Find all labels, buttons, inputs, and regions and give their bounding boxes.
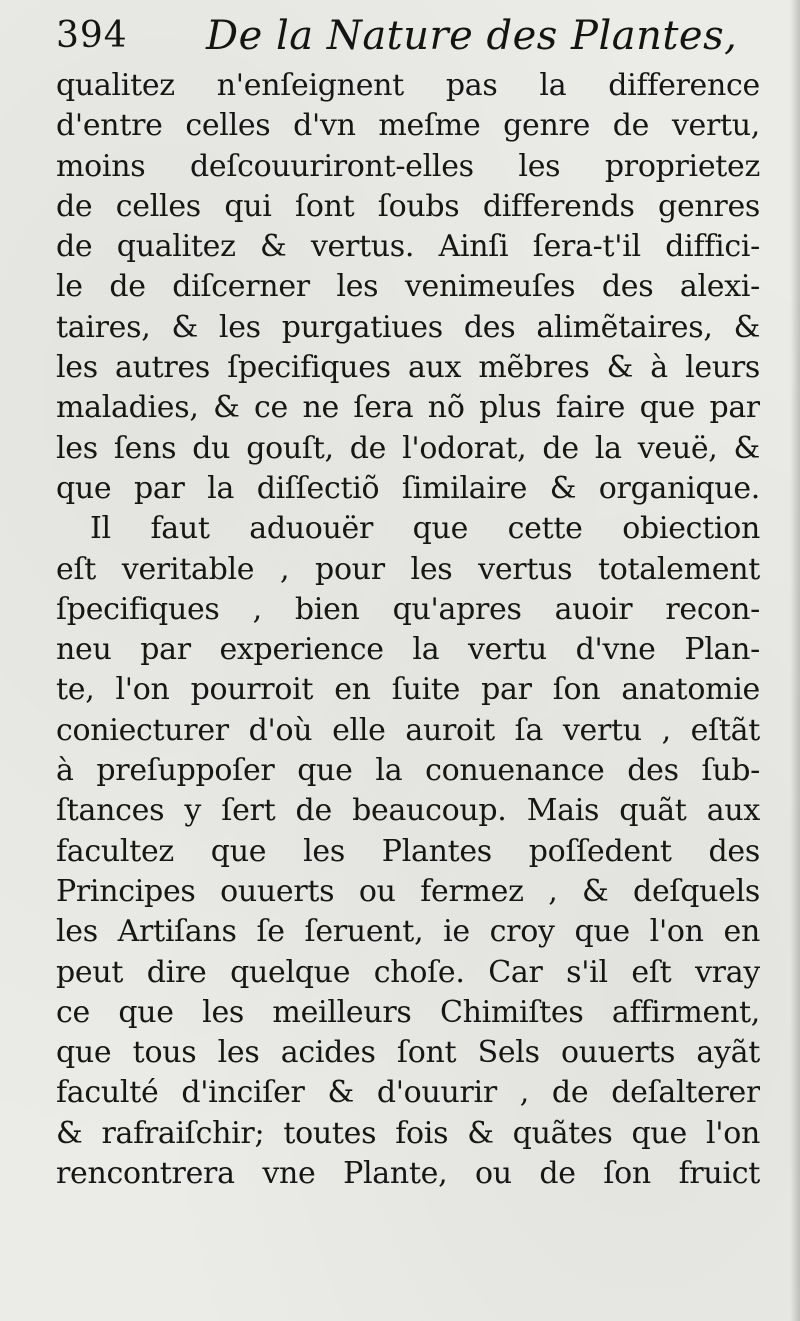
text-line: d'entre celles d'vn meſme genre de vertu,	[56, 108, 760, 144]
text-line: ſtances y ſert de beaucoup. Mais quãt aux	[56, 793, 760, 829]
text-line: le de diſcerner les venimeuſes des alexi-	[56, 269, 760, 305]
running-title: De la Nature des Plantes,	[206, 13, 738, 59]
text-line: Principes ouuerts ou fermez , & deſquels	[56, 873, 760, 909]
text-line: rencontrera vne Plante, ou de ſon fruict	[56, 1156, 760, 1192]
page-number: 394	[56, 15, 128, 56]
page-edge-shadow	[790, 0, 800, 1321]
text-line: neu par experience la vertu d'vne Plan-	[56, 632, 760, 668]
text-line: ſpecifiques , bien qu'apres auoir recon-	[56, 591, 760, 627]
page-header	[56, 12, 756, 64]
text-line: peut dire quelque choſe. Car s'il eſt vray	[56, 954, 760, 990]
text-line: les ſens du gouſt, de l'odorat, de la veuë, &	[56, 430, 760, 466]
text-line: facultez que les Plantes poſſedent des	[56, 833, 760, 869]
text-line: maladies, & ce ne ſera nõ plus faire que par	[56, 390, 760, 426]
text-line: de qualitez & vertus. Ainſi ſera-t'il diffici-	[56, 229, 760, 265]
text-line: de celles qui ſont ſoubs differends genres	[56, 188, 760, 224]
text-line: taires, & les purgatiues des alimẽtaires, &	[56, 309, 760, 345]
paragraph-start-line: Il faut aduouër que cette obiection	[90, 511, 760, 547]
text-line: te, l'on pourroit en ſuite par ſon anatomie	[56, 672, 760, 708]
text-line: eſt veritable , pour les vertus totalement	[56, 551, 760, 587]
text-line: les Artiſans ſe ſeruent, ie croy que l'on en	[56, 914, 760, 950]
text-line: coniecturer d'où elle auroit ſa vertu , eſtãt	[56, 712, 760, 748]
text-line: qualitez n'enſeignent pas la difference	[56, 68, 760, 103]
text-line: à preſuppoſer que la conuenance des ſub-	[56, 753, 760, 789]
text-line: moins deſcouuriront-elles les proprietez	[56, 148, 760, 184]
text-line: que par la diſſectiõ ſimilaire & organique.	[56, 470, 760, 506]
text-line: les autres ſpecifiques aux mẽbres & à leurs	[56, 350, 760, 386]
text-line: & rafraiſchir; toutes fois & quãtes que l'on	[56, 1115, 760, 1151]
text-line: ce que les meilleurs Chimiſtes affirment,	[56, 994, 760, 1030]
text-line: faculté d'inciſer & d'ouurir , de deſalterer	[56, 1075, 760, 1111]
text-line: que tous les acides ſont Sels ouuerts ayãt	[56, 1035, 760, 1071]
body-text	[56, 66, 760, 1194]
